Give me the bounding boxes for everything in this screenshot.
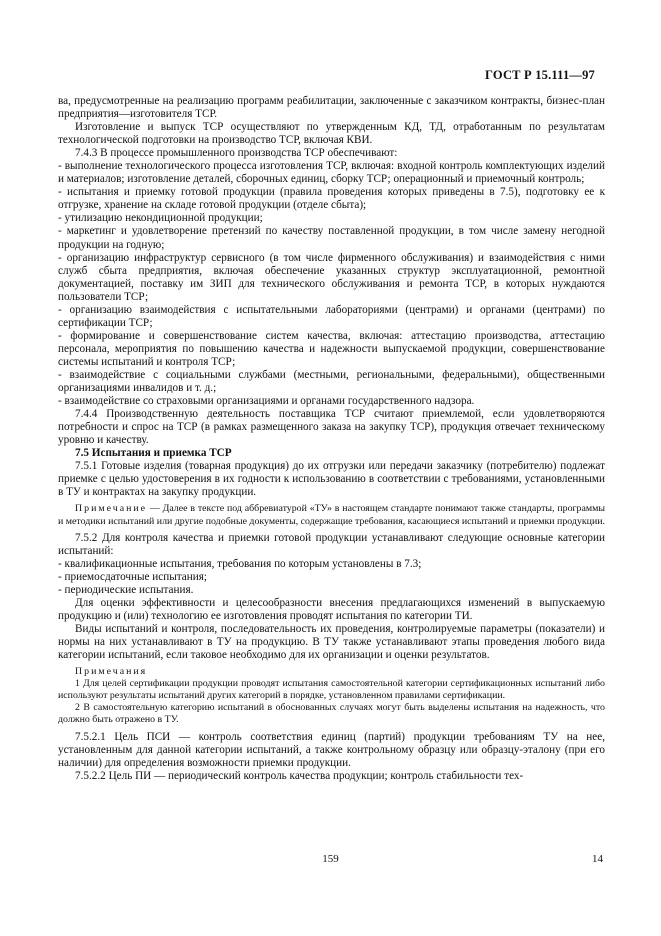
list-item: - испытания и приемку готовой продукции (правила проведения которых приведены в 7.5), подготовку ее к отгрузке, хранение на складе готовой продукции (отделе сбыта);	[58, 186, 605, 212]
note-item: 1 Для целей сертификации продукции проводят испытания самостоятельной категории сертификационных испытаний либо используют результаты испытаний других категорий в порядке, установленном правилами сертификации.	[58, 678, 605, 702]
note-item: 2 В самостоятельную категорию испытаний в обоснованных случаях могут быть выделены испытания на надежность, что должно быть отражено в ТУ.	[58, 702, 605, 726]
list-item: - формирование и совершенствование систем качества, включая: аттестацию производства, аттестацию персонала, мероприятия по повышению качества и надежности выпускаемой продукции, совершенствование системы испытаний и контроля ТСР;	[58, 329, 605, 368]
clause-7-4-3: 7.4.3 В процессе промышленного производства ТСР обеспечивают:	[75, 147, 398, 160]
list-item: - организацию инфраструктур сервисного (в том числе фирменного обслуживания) и взаимодействия с ними служб сбыта предприятия, включая обеспечение указанных структур эксплуатационной, ремонтной документацией, поставку им ЗИП для технического обслуживания и ремонта ТСР, в которых нуждаются пользователи ТСР;	[58, 251, 605, 303]
list-item: - выполнение технологического процесса изготовления ТСР, включая: входной контроль комплектующих изделий и материалов; изготовление деталей, сборочных единиц, сборку ТСР; операционный и приемочный контроль;	[58, 160, 605, 186]
clause-7-5-2-2: 7.5.2.2 Цель ПИ — периодический контроль качества продукции; контроль стабильности тех-	[75, 769, 524, 782]
list-item: - взаимодействие со страховыми организациями и органами государственного надзора.	[58, 395, 475, 408]
document-body	[58, 95, 605, 783]
clause-7-5-1: 7.5.1 Готовые изделия (товарная продукция) до их отгрузки или передачи заказчику (потребителю) подлежат приемке с целью удостоверения в их годности к использованию в соответствии с требованиями, установленными в ТУ и контрактах на закупку продукции.	[58, 460, 605, 499]
note-label: Примечание	[75, 503, 148, 515]
sheet-number: 14	[592, 853, 603, 865]
notes-heading: Примечания	[75, 666, 148, 678]
document-code-header: ГОСТ Р 15.111—97	[485, 68, 595, 82]
clause-7-5-2: 7.5.2 Для контроля качества и приемки готовой продукции устанавливают следующие основные категории испытаний:	[58, 531, 605, 557]
list-item: - квалификационные испытания, требования по которым установлены в 7.3;	[58, 557, 422, 570]
list-item: - маркетинг и удовлетворение претензий по качеству поставленной продукции, в том числе замену негодной продукции на годную;	[58, 225, 605, 251]
paragraph: Изготовление и выпуск ТСР осуществляют по утвержденным КД, ТД, отработанным по результатам технологической подготовки на производство ТСР, включая КВИ.	[58, 121, 605, 147]
list-item: - взаимодействие с социальными службами (местными, региональными, федеральными), общественными организациями инвалидов и т. д.;	[58, 368, 605, 395]
list-item: - утилизацию некондиционной продукции;	[58, 212, 263, 225]
clause-7-5-2-1: 7.5.2.1 Цель ПСИ — контроль соответствия единиц (партий) продукции требованиям ТУ на нее, установленным для данной категории испытаний, а также контрольному образцу или образцу-эталону (при его наличии) для определения возможности приемки продукции.	[58, 730, 605, 769]
list-item: - периодические испытания.	[58, 583, 194, 596]
note	[58, 503, 605, 527]
section-heading-7-5: 7.5 Испытания и приемка ТСР	[75, 447, 232, 460]
paragraph: Виды испытаний и контроля, последовательность их проведения, контролируемые параметры (показатели) и нормы на них устанавливают в ТУ на продукцию. В ТУ также устанавливают этапы проведения любого вида категории испытаний, если таковое необходимо для их организации и оценки результатов.	[58, 622, 605, 662]
page-number: 159	[322, 853, 339, 865]
list-item: - приемосдаточные испытания;	[58, 570, 207, 583]
paragraph-continuation: ва, предусмотренные на реализацию программ реабилитации, заключенные с заказчиком контракты, бизнес-план предприятия—изготовителя ТСР.	[58, 95, 605, 121]
paragraph: Для оценки эффективности и целесообразности внесения предлагающихся изменений в выпускаемую продукцию и (или) технологию ее изготовления проводят испытания по категории ТИ.	[58, 596, 605, 622]
list-item: - организацию взаимодействия с испытательными лабораториями (центрами) и органами (центрами) по сертификации ТСР;	[58, 303, 605, 329]
note-text: — Далее в тексте под аббревиатурой «ТУ» в настоящем стандарте понимают также стандарты, программы и методики испытаний или другие подобные документы, содержащие требования, касающиеся испытаний и приемки продукции.	[58, 503, 606, 527]
clause-7-4-4: 7.4.4 Производственную деятельность поставщика ТСР считают приемлемой, если удовлетворяются потребности и спрос на ТСР (в рамках размещенного заказа на закупку ТСР), продукция отвечает техническому уровню и качеству.	[58, 408, 605, 447]
